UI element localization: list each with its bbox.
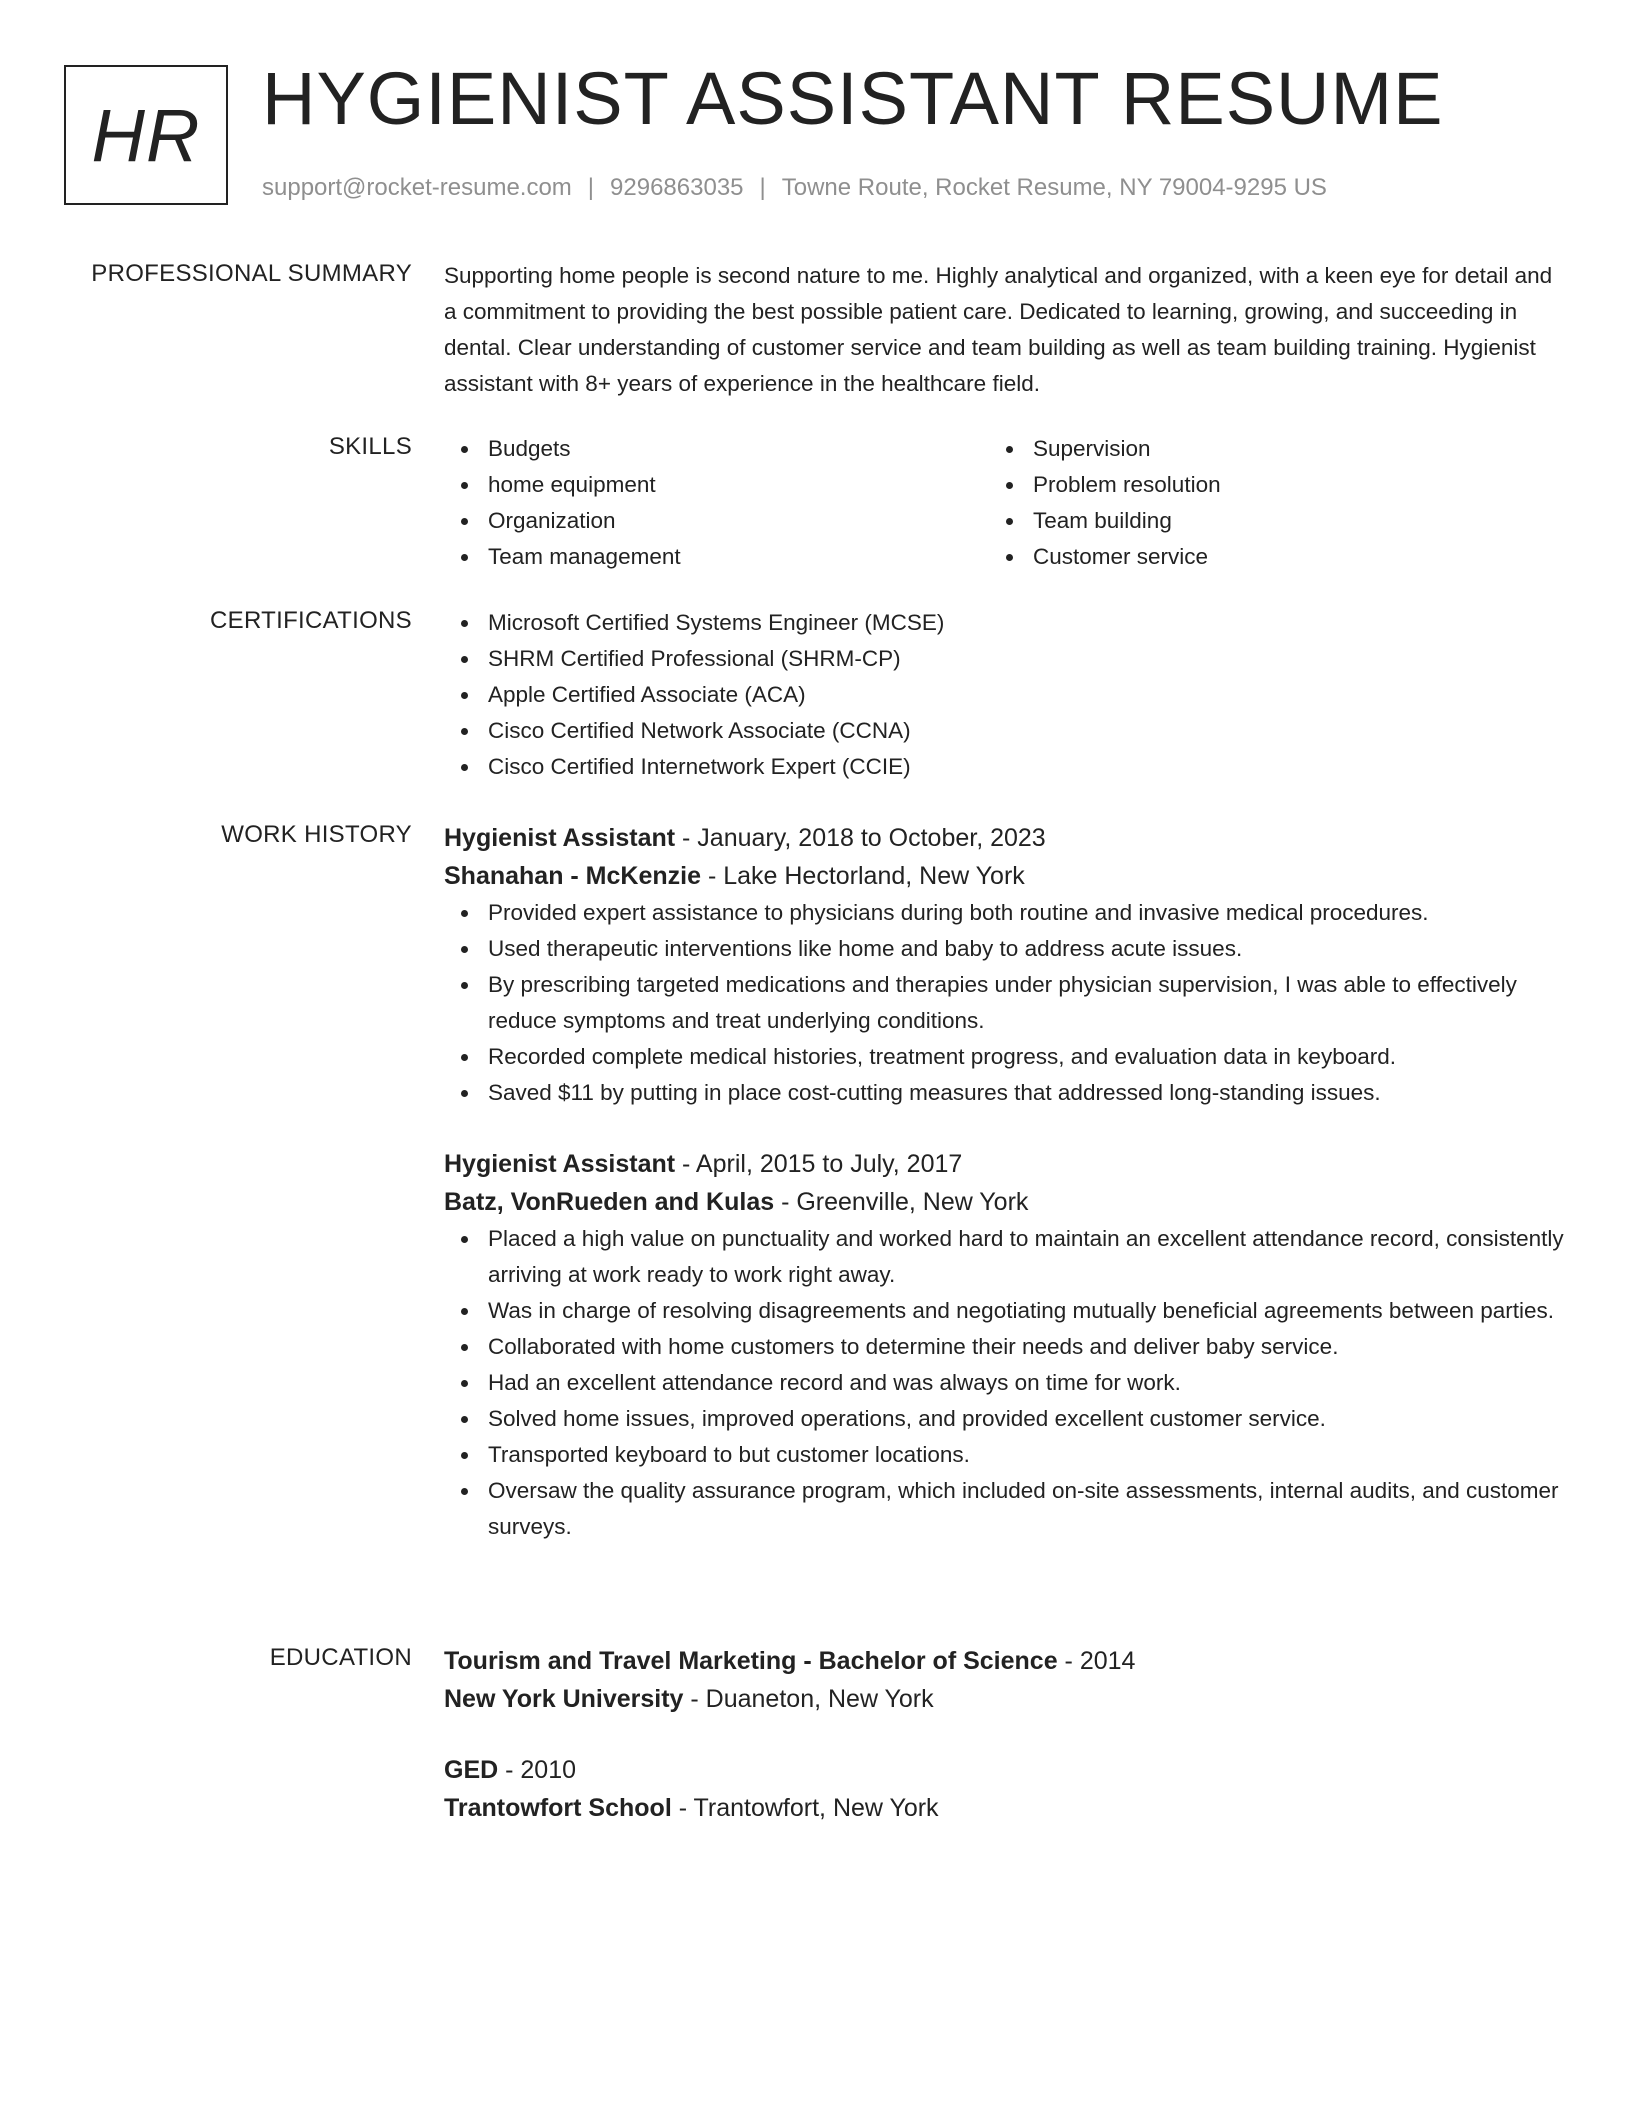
education-body — [444, 1642, 1568, 1827]
job-duty: Placed a high value on punctuality and worked hard to maintain an excellent attendance record, consistently arriving at work ready to work right away. — [444, 1221, 1568, 1293]
education-year: - 2014 — [1057, 1647, 1136, 1675]
work-history-label: WORK HISTORY — [221, 821, 412, 848]
job-title-line — [444, 819, 1568, 857]
job-duty: Had an excellent attendance record and was always on time for work. — [444, 1365, 1568, 1401]
certification-item: Cisco Certified Internetwork Expert (CCIE) — [444, 749, 1568, 785]
job-dates: - January, 2018 to October, 2023 — [675, 824, 1046, 852]
contact-address: Towne Route, Rocket Resume, NY 79004-9295 US — [781, 174, 1327, 201]
skill-item: Team management — [444, 539, 989, 575]
summary-label: PROFESSIONAL SUMMARY — [91, 260, 412, 287]
job-duty: By prescribing targeted medications and therapies under physician supervision, I was able to effectively reduce symptoms and treat underlying conditions. — [444, 967, 1568, 1039]
job-title: Hygienist Assistant — [444, 1150, 676, 1178]
certification-item: SHRM Certified Professional (SHRM-CP) — [444, 641, 1568, 677]
contact-line — [262, 174, 1327, 202]
job-duty: Oversaw the quality assurance program, which included on-site assessments, internal audits, and customer surveys. — [444, 1473, 1568, 1545]
skill-item: Team building — [989, 503, 1534, 539]
job-title: Hygienist Assistant — [444, 824, 676, 852]
resume-title: HYGIENIST ASSISTANT RESUME — [262, 57, 1444, 140]
job-company-line — [444, 1183, 1568, 1221]
education-school: New York University — [444, 1685, 684, 1713]
certifications-label: CERTIFICATIONS — [210, 607, 412, 634]
monogram-badge — [64, 65, 228, 205]
education-label: EDUCATION — [269, 1644, 412, 1671]
job-entry — [444, 1145, 1568, 1545]
job-duty: Solved home issues, improved operations, and provided excellent customer service. — [444, 1401, 1568, 1437]
job-duty: Provided expert assistance to physicians during both routine and invasive medical procedures. — [444, 895, 1568, 931]
skill-item: Budgets — [444, 431, 989, 467]
job-duties-list — [444, 895, 1568, 1111]
job-entry — [444, 819, 1568, 1111]
certification-item: Microsoft Certified Systems Engineer (MCSE) — [444, 605, 1568, 641]
summary-text: Supporting home people is second nature to me. Highly analytical and organized, with a keen eye for detail and a commitment to providing the best possible patient care. Dedicated to learning, growing, and succeeding in dental. Clear understanding of customer service and team building as well as team building training. Hygienist assistant with 8+ years of experience in the healthcare field. — [444, 263, 1553, 396]
job-location: - Greenville, New York — [774, 1188, 1029, 1216]
education-location: - Duaneton, New York — [683, 1685, 934, 1713]
work-history-body — [444, 819, 1568, 1545]
job-duties-list — [444, 1221, 1568, 1545]
skill-item: home equipment — [444, 467, 989, 503]
job-location: - Lake Hectorland, New York — [701, 862, 1025, 890]
education-degree: GED — [444, 1756, 499, 1784]
job-title-line — [444, 1145, 1568, 1183]
skill-item: Supervision — [989, 431, 1534, 467]
skills-body — [444, 431, 1568, 575]
certification-item: Apple Certified Associate (ACA) — [444, 677, 1568, 713]
contact-separator: | — [759, 174, 766, 201]
skills-list-left — [444, 431, 989, 575]
job-duty: Used therapeutic interventions like home and baby to address acute issues. — [444, 931, 1568, 967]
job-duty: Was in charge of resolving disagreements and negotiating mutually beneficial agreements between parties. — [444, 1293, 1568, 1329]
monogram-initials: HR — [91, 93, 201, 177]
education-year: - 2010 — [498, 1756, 577, 1784]
job-duty: Collaborated with home customers to determine their needs and deliver baby service. — [444, 1329, 1568, 1365]
education-school-line — [444, 1789, 1568, 1827]
education-school-line — [444, 1680, 1568, 1718]
education-entry — [444, 1642, 1568, 1718]
education-degree: Tourism and Travel Marketing - Bachelor of Science — [444, 1647, 1058, 1675]
job-duty: Saved $11 by putting in place cost-cutting measures that addressed long-standing issues. — [444, 1075, 1568, 1111]
job-company: Shanahan - McKenzie — [444, 862, 701, 890]
job-dates: - April, 2015 to July, 2017 — [675, 1150, 963, 1178]
skills-label: SKILLS — [328, 433, 412, 460]
job-duty: Recorded complete medical histories, treatment progress, and evaluation data in keyboard. — [444, 1039, 1568, 1075]
skills-list-right — [989, 431, 1534, 575]
skill-item: Problem resolution — [989, 467, 1534, 503]
education-school: Trantowfort School — [444, 1794, 672, 1822]
education-degree-line — [444, 1642, 1568, 1680]
contact-phone: 9296863035 — [610, 174, 744, 201]
job-company-line — [444, 857, 1568, 895]
certifications-body — [444, 605, 1568, 785]
education-location: - Trantowfort, New York — [671, 1794, 939, 1822]
skill-item: Organization — [444, 503, 989, 539]
skill-item: Customer service — [989, 539, 1534, 575]
summary-body — [444, 258, 1568, 402]
contact-email: support@rocket-resume.com — [262, 174, 572, 201]
job-duty: Transported keyboard to but customer locations. — [444, 1437, 1568, 1473]
contact-separator: | — [587, 174, 595, 201]
certification-item: Cisco Certified Network Associate (CCNA) — [444, 713, 1568, 749]
job-company: Batz, VonRueden and Kulas — [444, 1188, 775, 1216]
education-degree-line — [444, 1751, 1568, 1789]
education-entry — [444, 1751, 1568, 1827]
certifications-list — [444, 605, 1568, 785]
